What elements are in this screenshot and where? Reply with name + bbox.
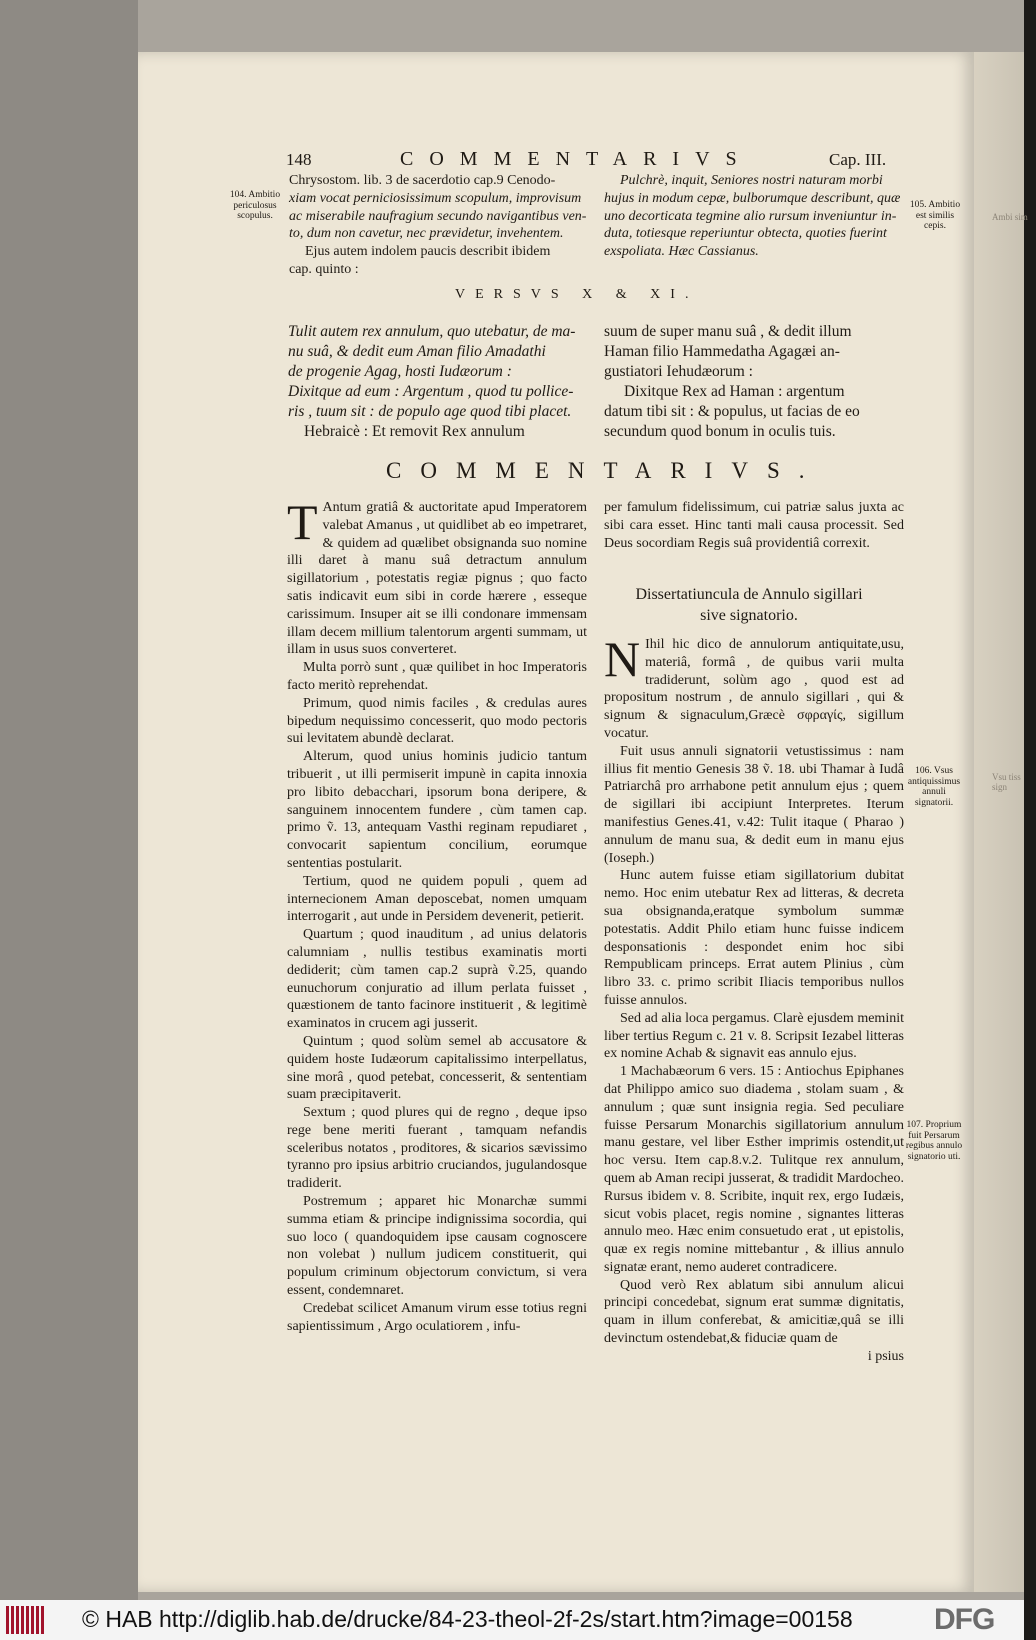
verse-line: suum de super manu suâ , & dedit illum: [604, 323, 852, 340]
paragraph: Quod verò Rex ablatum sibi annulum alicui principi concedebat, signum erat summæ dignitatis, quam in illum conferebat, & amicitiæ,quâ se illi devinctum ostendebat,& fiduciæ quam de: [604, 1277, 904, 1347]
margin-note-107: 107. Proprium fuit Persarum regibus annulo signatorio uti.: [905, 1120, 963, 1162]
barcode-icon: [6, 1606, 46, 1634]
top-left-block: [289, 172, 587, 279]
paragraph: 1 Machabæorum 6 vers. 15 : Antiochus Epiphanes dat Philippo amico suo diadema , stolam suam , & annulum ; quæ sunt insignia regia. Sed peculiare fuisse Persarum Monarchis sigillatorium annulum manu gestare, vel liber Esther imprimis ostendit,ut hoc versu. Item cap.8.v.2. Tulitque rex annulum, quem ab Aman recipi jusserat, & tradidit Mardocheo. Rursus ibidem v. 8. Scribite, inquit rex, ergo Iudæis, sicut vobis placet, regis nomine , signantes litteras annulo meo. Hæc enim consuetudo erat , ut epistolis, quæ ex regis nomine mittebantur , & illius annulo signatæ erant, nemo auderet contradicere.: [604, 1064, 904, 1275]
paragraph: Multa porrò sunt , quæ quilibet in hoc Imperatoris facto meritò reprehendat.: [287, 660, 587, 693]
text-line: to, dum non cavetur, nec prævidetur, invehentem.: [289, 226, 564, 242]
verse-line: ris , tuum sit : de populo age quod tibi placet.: [288, 403, 572, 420]
source-credit-link[interactable]: © HAB http://diglib.hab.de/drucke/84-23-theol-2f-2s/start.htm?image=00158: [82, 1606, 853, 1632]
verse-heading: VERSVS X & XI.: [455, 287, 699, 302]
dissertation-title-line: Dissertatiuncula de Annulo sigillari: [635, 586, 863, 603]
text-line: cap. quinto :: [289, 261, 359, 277]
paragraph: Alterum, quod unius hominis judicio tantum tribuerit , ut illi permiserit impunè in capita innoxia pro libito debacchari, ipsorum bona deripere, & sanguinem innocentem fundere , cùm tamen cap. primo ṽ. 13, antequam Vasthi reginam repudiaret , convocarit sapientum concilium, eorumque sententias postularit.: [287, 749, 587, 871]
dfg-logo: DFG: [934, 1603, 995, 1636]
text-line: exspoliata. Hæc Cassianus.: [604, 244, 759, 260]
text-line: Chrysostom. lib. 3 de sacerdotio cap.9 Cenodo-: [289, 173, 556, 188]
margin-note-106: 106. Vsus antiquissimus annuli signatorii.: [907, 766, 961, 808]
verse-hebrew: [604, 322, 908, 442]
verse-line: nu suâ, & dedit eum Aman filio Amadathi: [288, 343, 546, 360]
paragraph: Sed ad alia loca pergamus. Clarè ejusdem meminit liber tertius Regum c. 21 v. 8. Scripsit Iezabel litteras ex nomine Achab & signavit eas annulo ejus.: [604, 1010, 904, 1062]
text-line: duta, totiesque reperiuntur obtecta, quoties fuerint: [604, 226, 887, 242]
right-column-top: [604, 499, 904, 552]
verse-latin: [288, 322, 594, 442]
text-line: Ejus autem indolem paucis describit ibidem: [305, 244, 551, 260]
commentary-heading: COMMENTARIVS.: [386, 458, 824, 483]
chapter-label: Cap. III.: [829, 150, 887, 169]
top-right-block: [604, 172, 904, 261]
text-line: Pulchrè, inquit, Seniores nostri naturam morbi: [620, 173, 883, 188]
paragraph: Sextum ; quod plures qui de regno , deque ipso rege bene meriti fuerant , tamquam nefandis sceleribus notatos , proditores, & sicarios sævissimo tyranno pro ipsius arbitrio cruciandos, jugulandosque tradiderit.: [287, 1105, 587, 1192]
catchword: i psius: [867, 1348, 904, 1364]
paragraph: Primum, quod nimis faciles , & credulas aures bipedum nequissimo concesserit, quo modo pectoris sui levitatem abundè declarat.: [287, 695, 587, 747]
page-number: 148: [286, 150, 312, 169]
verse-line: de progenie Agag, hosti Iudæorum :: [288, 363, 512, 380]
paragraph: Antum gratiâ & auctoritate apud Imperatorem valebat Amanus , ut quidlibet ab eo impetraret, & quidem ad quælibet obsignanda suo nomine illi daret à manu suâ detractum annulum sigillatorium , potestatis regiæ pignus ; quo facto satis indicavit eum sibi in corde hærere , esseque carissimum. Insuper ait se illi condonare immensam illam decem millium talentorum argenti summam, ut illam in usus suos converteret.: [287, 500, 587, 658]
edge-note-b: Vsu tiss sign: [992, 772, 1021, 792]
verse-line: datum tibi sit : & populus, ut facias de eo: [604, 403, 860, 420]
verse-line: Tulit autem rex annulum, quo utebatur, de ma-: [288, 323, 576, 340]
next-page-edge: [974, 52, 1024, 1592]
paragraph: Quartum ; quod inauditum , ad unius delatoris calumniam , nullis testibus examinatis morti dediderit; cùm tamen cap.2 suprà ṽ.25, quando eunuchorum conjuratio ad illum perlata fuisset , quæstionem de tanto facinore instituerit , & legitimè examinatos in crucem agi jusserit.: [287, 927, 587, 1032]
paragraph: Hunc autem fuisse etiam sigillatorium dubitat nemo. Hoc enim utebatur Rex ad litteras, & decreta sua obsignanda,eratque symbolum summæ potestatis. Addit Philo etiam hunc fuisse indicem desponsationis : despondet enim hoc sibi Rempublicam princeps. Errat autem Plinius , cùm libro 33. c. primo scribit Iliacis temporibus nullos fuisse annulos.: [604, 868, 904, 1008]
verse-line: Haman filio Hammedatha Agagæi an-: [604, 343, 840, 360]
text-line: ac miserabile naufragium secundo navigantibus ven-: [289, 208, 587, 224]
paragraph: Ihil hic dico de annulorum antiquitate,usu, materiâ, formâ , de quibus varii multa tradiderunt, solùm ago , quod est ad propositum nostrum , de annulo sigillari , qui & signum & signaculum,Græcè σφραγίς, sigillum vocatur.: [604, 637, 904, 741]
verse-line: Dixitque Rex ad Haman : argentum: [624, 383, 845, 400]
verse-line: gustiatori Iehudæorum :: [604, 363, 753, 380]
text-line: hujus in modum cepæ, bulborumque describunt, quæ: [604, 190, 901, 206]
margin-note-105: 105. Ambitio est similis cepis.: [909, 200, 961, 231]
paragraph: Tertium, quod ne quidem populi , quem ad internecionem Aman deposcebat, nomen umquam interrogarit , aut unde in Persidem devenerit, petierit.: [287, 873, 587, 925]
paragraph: Quintum ; quod solùm semel ab accusatore & quidem hoste Iudæorum capitalissimo interpellatus, sine morâ , quod petebat, concesserit, & sententiam suam præcipitaverit.: [287, 1033, 587, 1103]
paragraph: Fuit usus annuli signatorii vetustissimus : nam illius fit mentio Genesis 38 ṽ. 18. ubi Thamar à Iudâ Patriarchâ pro arrhabone petit annulum ejus ; quem de sigillari ibi accipiunt Interpretes. Iterum manifestius Genes.41, v.42: Tulit itaque ( Pharao ) annulum de manu sua, & dedit eum in manu ejus (Ioseph.): [604, 743, 904, 866]
drop-cap: T: [287, 494, 318, 550]
left-column: [287, 494, 587, 1335]
verse-line: Hebraicè : Et removit Rex annulum: [304, 423, 525, 440]
edge-note-a: Ambi sim: [992, 212, 1028, 222]
paragraph: Credebat scilicet Amanum virum esse totius regni sapientissimum , Argo oculatiorem , infu-: [287, 1300, 587, 1334]
drop-cap: N: [604, 631, 641, 687]
paragraph: per famulum fidelissimum, cui patriæ salus juxta ac sibi cara esset. Hinc tanti mali causa processit. Sed Deus socordiam Regis suâ providentiâ correxit.: [604, 500, 904, 551]
dissertation-title: [604, 584, 894, 626]
verse-line: Dixitque ad eum : Argentum , quod tu pollice-: [288, 383, 574, 400]
right-column-body: [604, 631, 904, 1366]
text-line: uno decorticata tegmine alio rursum inveniuntur in-: [604, 208, 897, 224]
verse-line: secundum quod bonum in oculis tuis.: [604, 423, 836, 440]
text-line: xiam vocat perniciosissimum scopulum, improvisum: [289, 190, 582, 206]
margin-note-104: 104. Ambitio periculosus scopulus.: [229, 190, 281, 221]
dissertation-title-line: sive signatorio.: [700, 607, 798, 624]
paragraph: Postremum ; apparet hic Monarchæ summi summa etiam & principe indignissima socordia, qui suo loco ( quandoquidem ipse causam cognoscere non volebat ) nullum judicem constituerit, qui populum criminum objectorum convictum, si vera essent, condemnaret.: [287, 1194, 587, 1299]
running-title: COMMENTARIVS: [400, 148, 753, 170]
